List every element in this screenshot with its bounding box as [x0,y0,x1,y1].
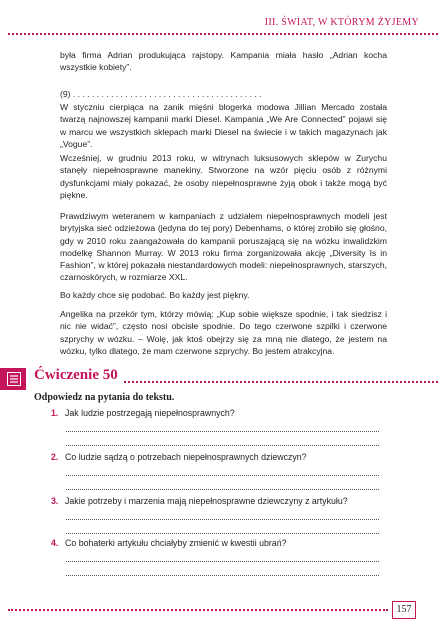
answer-line[interactable] [66,489,379,490]
answer-line[interactable] [66,445,379,446]
paragraph-zurich: Wcześniej, w grudniu 2013 roku, w witrynach luksusowych sklepów w Zurychu stanęły niepełnosprawne manekiny. Stworzone na wzór pięciu osób z różnymi dysfunkcjami miały pokazać, że osoby niepełnosprawne żyją obok i także mogą być piękne. [60,153,387,200]
question-1: 1. Jak ludzie postrzegają niepełnosprawnych? [51,408,235,418]
chapter-header: III. ŚWIAT, W KTÓRYM ŻYJEMY [264,17,419,28]
answer-line[interactable] [66,533,379,534]
paragraph-diesel: W styczniu cierpiąca na zanik mięśni blogerka modowa Jillian Mercado została twarzą najnowszej kampanii marki Diesel. Kampania „We Are Connected” pojawi się w marcu we wszystkich sklepach marki Diesel na świecie i w takich magazynach jak „Vogue”. [60,102,387,149]
answer-line[interactable] [66,575,379,576]
paragraph-angelika: Angelika na przekór tym, którzy mówią: „Kup sobie większe spodnie, i tak siedzisz i nic nie widać”, często nosi obcisłe spodnie. Do tego czerwone szpilki i czerwone szprychy w wózku. – Wolę, jak ktoś obejrzy się za mną nie dlatego, że jestem na wózku, tylko dlatego, że mam czerwone szprychy. Bo jestem atrakcyjna. [60,309,387,356]
paragraph-everyone: Bo każdy chce się podobać. Bo każdy jest piękny. [60,290,250,300]
answer-line[interactable] [66,475,379,476]
answer-line[interactable] [66,431,379,432]
footer-dotted-rule [8,609,388,611]
paragraph-debenhams: Prawdziwym weteranem w kampaniach z udziałem niepełnosprawnych modeli jest brytyjska sieć odzieżowa (jedyna do tej pory) Debenhams, o której zrobiło się głośno, gdy w 2010 roku zaangażowała do kampanii poruszającą się na wózku inwalidzkim modelkę Shannon Murray. W 2013 roku firma zorganizowała akcję „Diversity Is in Fashion”, w której pokazała niestandardowych modeli: niepełnosprawnych, starszych, czarnoskórych, w rozmiarze XXL. [60,211,387,283]
exercise-dotted-rule [124,381,438,383]
exercise-instruction: Odpowiedz na pytania do tekstu. [34,392,175,403]
paragraph-gap-9: (9) . . . . . . . . . . . . . . . . . . . . . . . . . . . . . . . . . . . . . . . . [60,89,262,99]
question-3: 3. Jakie potrzeby i marzenia mają niepełnosprawne dziewczyny z artykułu? [51,496,348,506]
paragraph-intro: była firma Adrian produkująca rajstopy. Kampania miała hasło „Adrian kocha wszystkie kobiety”. [60,50,387,73]
header-dotted-rule [8,33,438,35]
checklist-icon [0,368,26,390]
question-4: 4. Co bohaterki artykułu chciałyby zmienić w kwestii ubrań? [51,538,287,548]
page-number: 157 [392,601,416,619]
answer-line[interactable] [66,519,379,520]
question-2: 2. Co ludzie sądzą o potrzebach niepełnosprawnych dziewczyn? [51,452,307,462]
answer-line[interactable] [66,561,379,562]
exercise-title: Ćwiczenie 50 [34,367,118,383]
